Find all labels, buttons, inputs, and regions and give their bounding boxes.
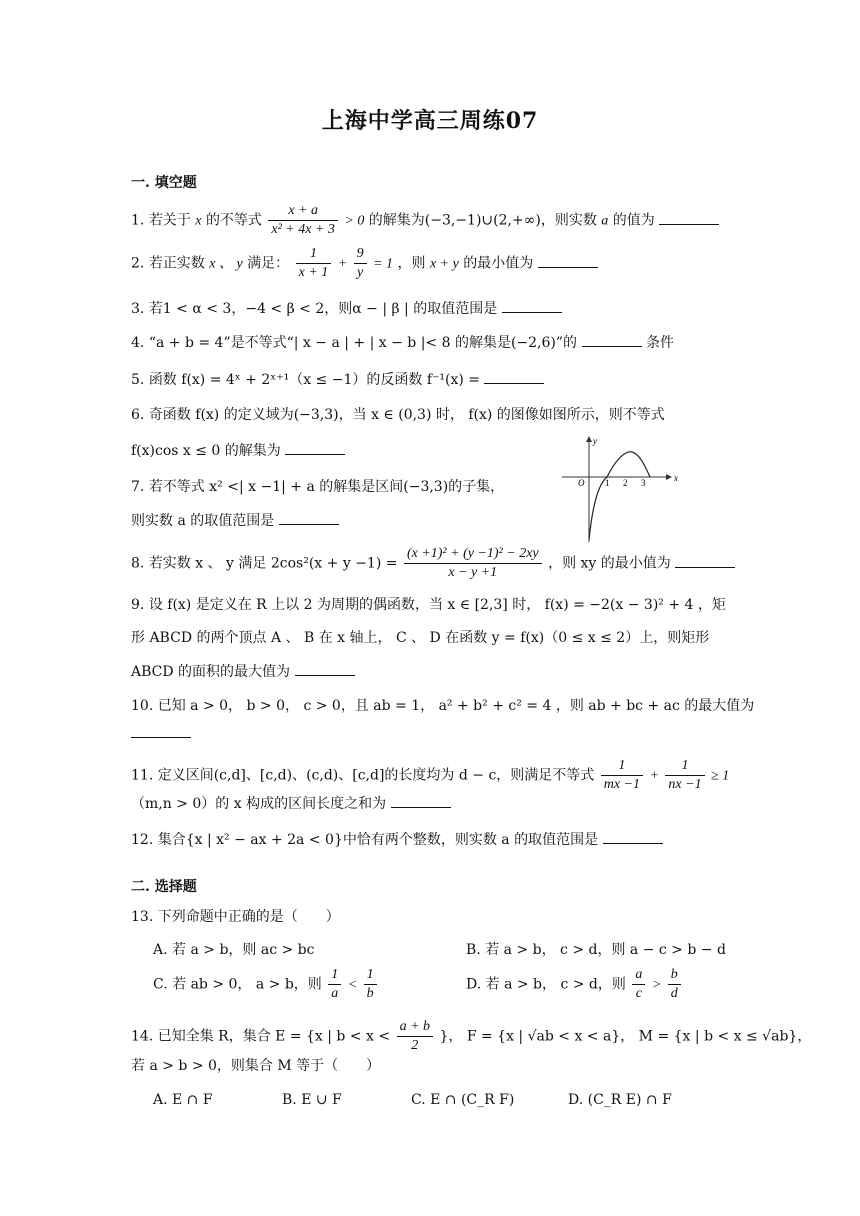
q1-text-mid: 的不等式: [205, 212, 262, 229]
y-axis-label: y: [593, 436, 597, 446]
q14-text-mid: }， F = {x | √ab < x < a}， M = {x | b < x ≤ √ab}，: [439, 1028, 812, 1045]
q8-text-pre: 若实数 x 、 y 满足 2cos²(x + y −1) =: [148, 555, 398, 572]
q14-text-pre: 已知全集 R，集合 E = {x | b < x <: [157, 1028, 391, 1045]
q2-text-end: 的最小值为: [463, 255, 534, 272]
answer-blank: [603, 829, 663, 844]
q11-plus: +: [649, 768, 659, 784]
question-5: [131, 369, 544, 390]
question-14: [131, 1018, 811, 1055]
q2-vars: x 、 y: [209, 256, 243, 272]
question-6: [131, 405, 665, 425]
q5-text: 函数 f(x) = 4ˣ + 2ˣ⁺¹（x ≤ −1）的反函数 f⁻¹(x) =: [148, 372, 481, 388]
q1-text-pre: 若关于: [148, 212, 191, 229]
question-7-cont: [131, 510, 339, 531]
q13-d-fraction-2-numerator: b: [668, 966, 681, 985]
q2-expr: x + y: [429, 256, 459, 272]
answer-blank: [484, 369, 544, 384]
y-axis-arrow: [586, 436, 592, 442]
q13-d-greater-than: >: [651, 977, 662, 993]
question-9-line3: [131, 661, 355, 682]
q1-fraction-denominator: x² + 4x + 3: [271, 222, 335, 237]
q13-option-b: B. 若 a > b， c > d，则 a − c > b − d: [466, 942, 726, 958]
q8-fraction: [404, 545, 542, 582]
q13-d-fraction-1-numerator: a: [632, 966, 645, 985]
answer-blank: [279, 510, 339, 525]
question-14-cont: [131, 1056, 380, 1076]
q4-text: “a + b = 4”是不等式“| x − a | + | x − b |< 8 的解集是(−2,6)”的: [148, 335, 578, 351]
q7-text-line1: 若不等式 x² <| x −1| + a 的解集是区间(−3,3)的子集，: [148, 479, 505, 495]
question-8: [131, 545, 735, 582]
answer-blank: [675, 553, 735, 568]
question-number: 3.: [131, 301, 145, 317]
page-title: 上海中学高三周练07: [321, 108, 539, 134]
q13-d-fraction-2: [668, 966, 681, 1003]
question-13: [131, 907, 340, 927]
question-4: [131, 332, 674, 353]
question-number: 2.: [131, 255, 145, 272]
q7-text-line2: 则实数 a 的取值范围是: [131, 513, 275, 529]
q9-text-line2: 形 ABCD 的两个顶点 A 、 B 在 x 轴上， C 、 D 在函数 y = f(x)（0 ≤ x ≤ 2）上，则矩形: [131, 630, 710, 646]
q13-option-c: [153, 966, 379, 1003]
question-number: 14.: [131, 1028, 154, 1045]
question-number: 8.: [131, 555, 145, 572]
q2-equals: = 1: [373, 256, 394, 272]
q2-fraction-1-denominator: x + 1: [298, 265, 329, 280]
q13-c-fraction-2: [364, 966, 377, 1003]
q1-fraction: [268, 202, 338, 239]
q2-text-post: ，则: [397, 255, 426, 272]
q2-fraction-2: [354, 245, 367, 282]
question-11-cont: [131, 793, 451, 814]
tick-3: 3: [641, 478, 646, 488]
q1-var-a: a: [601, 213, 609, 229]
question-1: [131, 202, 719, 239]
question-2: [131, 245, 598, 282]
q13-c-fraction-1: [328, 966, 341, 1003]
question-9: [131, 595, 726, 615]
question-11: [131, 757, 729, 794]
question-6-cont: [131, 440, 345, 461]
q1-inequality: > 0: [344, 213, 365, 229]
question-number: 13.: [131, 909, 154, 925]
q2-fraction-1-numerator: 1: [296, 245, 332, 264]
function-curve: [589, 452, 650, 540]
q8-fraction-denominator: x − y +1: [448, 565, 498, 580]
answer-blank: [502, 298, 562, 313]
q11-fraction-1: [601, 757, 643, 794]
section-choice-heading: 二. 选择题: [131, 879, 197, 895]
q13-option-d-text: D. 若 a > b， c > d，则: [466, 976, 626, 993]
q14-fraction: [397, 1018, 433, 1055]
q14-fraction-numerator: a + b: [397, 1018, 433, 1037]
answer-blank: [131, 723, 191, 738]
q2-text-mid: 满足：: [247, 255, 290, 272]
question-number: 4.: [131, 335, 145, 351]
q14-option-a: A. E ∩ F: [153, 1092, 213, 1108]
q14-option-b: B. E ∪ F: [282, 1092, 342, 1108]
q2-plus: +: [337, 256, 348, 272]
q8-text-end: ，则 xy 的最小值为: [548, 555, 671, 572]
q13-c-fraction-2-denominator: b: [366, 986, 374, 1001]
question-3: [131, 298, 562, 319]
question-number: 10.: [131, 698, 154, 714]
q11-fraction-1-denominator: mx −1: [603, 777, 641, 792]
question-10-cont: [131, 723, 191, 744]
q13-c-fraction-1-numerator: 1: [328, 966, 341, 985]
q1-text-end: 的值为: [612, 212, 655, 229]
question-9-line2: [131, 628, 709, 648]
answer-blank: [391, 793, 451, 808]
answer-blank: [285, 440, 345, 455]
q2-fraction-2-numerator: 9: [354, 245, 367, 264]
q6-text-line1: 奇函数 f(x) 的定义域为(−3,3)，当 x ∈ (0,3) 时， f(x) 的图像如图所示，则不等式: [148, 407, 665, 423]
q13-option-a: A. 若 a > b，则 ac > bc: [153, 942, 315, 958]
tick-1: 1: [605, 478, 610, 488]
q13-text: 下列命题中正确的是（ ）: [157, 909, 340, 925]
q4-text-end: 条件: [645, 335, 674, 351]
q2-fraction-1: [296, 245, 332, 282]
answer-blank: [659, 210, 719, 225]
q13-c-less-than: <: [347, 977, 358, 993]
question-number: 12.: [131, 832, 154, 848]
q11-fraction-2-numerator: 1: [665, 757, 704, 776]
question-number: 6.: [131, 407, 145, 423]
question-10: [131, 696, 754, 716]
question-12: [131, 829, 663, 850]
origin-label: O: [578, 478, 585, 488]
question-number: 1.: [131, 212, 145, 229]
q9-text-line3: ABCD 的面积的最大值为: [131, 664, 291, 680]
question-number: 7.: [131, 479, 145, 495]
q1-text-post: 的解集为(−3,−1)∪(2,+∞)，则实数: [368, 212, 597, 229]
q13-d-fraction-1: [632, 966, 645, 1003]
q13-option-d: [466, 966, 683, 1003]
function-graph: [562, 430, 680, 542]
q8-fraction-numerator: (x +1)² + (y −1)² − 2xy: [404, 545, 542, 564]
section-fill-heading: 一. 填空题: [131, 175, 197, 191]
q6-text-line2: f(x)cos x ≤ 0 的解集为: [131, 443, 281, 459]
q11-text-line2: （m,n > 0）的 x 构成的区间长度之和为: [131, 796, 387, 812]
q13-option-c-text: C. 若 ab > 0， a > b，则: [153, 976, 322, 993]
q13-c-fraction-1-denominator: a: [331, 986, 339, 1001]
tick-2: 2: [623, 478, 628, 488]
answer-blank: [295, 661, 355, 676]
q11-text-pre: 定义区间(c,d]、[c,d)、(c,d)、[c,d]的长度均为 d − c，则满足不等式: [157, 767, 595, 784]
q11-fraction-2-denominator: nx −1: [668, 777, 702, 792]
q1-fraction-numerator: x + a: [268, 202, 338, 221]
q13-d-fraction-2-denominator: d: [670, 986, 678, 1001]
q14-option-d: D. (C_R E) ∩ F: [568, 1092, 672, 1108]
answer-blank: [582, 332, 642, 347]
q12-text: 集合{x | x² − ax + 2a < 0}中恰有两个整数，则实数 a 的取值范围是: [157, 832, 599, 848]
q11-inequality: ≥ 1: [711, 768, 730, 784]
question-number: 5.: [131, 372, 145, 388]
q11-fraction-1-numerator: 1: [601, 757, 643, 776]
q10-text: 已知 a > 0， b > 0， c > 0，且 ab = 1， a² + b² + c² = 4 ，则 ab + bc + ac 的最大值为: [157, 698, 755, 714]
x-axis-arrow: [666, 474, 672, 480]
question-7: [131, 477, 504, 497]
q2-text-pre: 若正实数: [148, 255, 205, 272]
question-number: 11.: [131, 767, 154, 784]
q9-text-line1: 设 f(x) 是定义在 R 上以 2 为周期的偶函数，当 x ∈ [2,3] 时， f(x) = −2(x − 3)² + 4 ，矩: [148, 597, 726, 613]
q13-c-fraction-2-numerator: 1: [364, 966, 377, 985]
q14-text-line2: 若 a > b > 0，则集合 M 等于（ ）: [131, 1058, 381, 1074]
q14-option-c: C. E ∩ (C_R F): [411, 1092, 515, 1108]
q11-fraction-2: [665, 757, 704, 794]
q13-d-fraction-1-denominator: c: [635, 986, 642, 1001]
q3-text: 若1 < α < 3，−4 < β < 2，则α − | β | 的取值范围是: [148, 301, 498, 317]
q2-fraction-2-denominator: y: [357, 265, 364, 280]
q14-fraction-denominator: 2: [411, 1038, 419, 1053]
question-number: 9.: [131, 597, 145, 613]
x-axis-label: x: [674, 473, 678, 483]
answer-blank: [538, 253, 598, 268]
q1-var-x: x: [195, 213, 202, 229]
